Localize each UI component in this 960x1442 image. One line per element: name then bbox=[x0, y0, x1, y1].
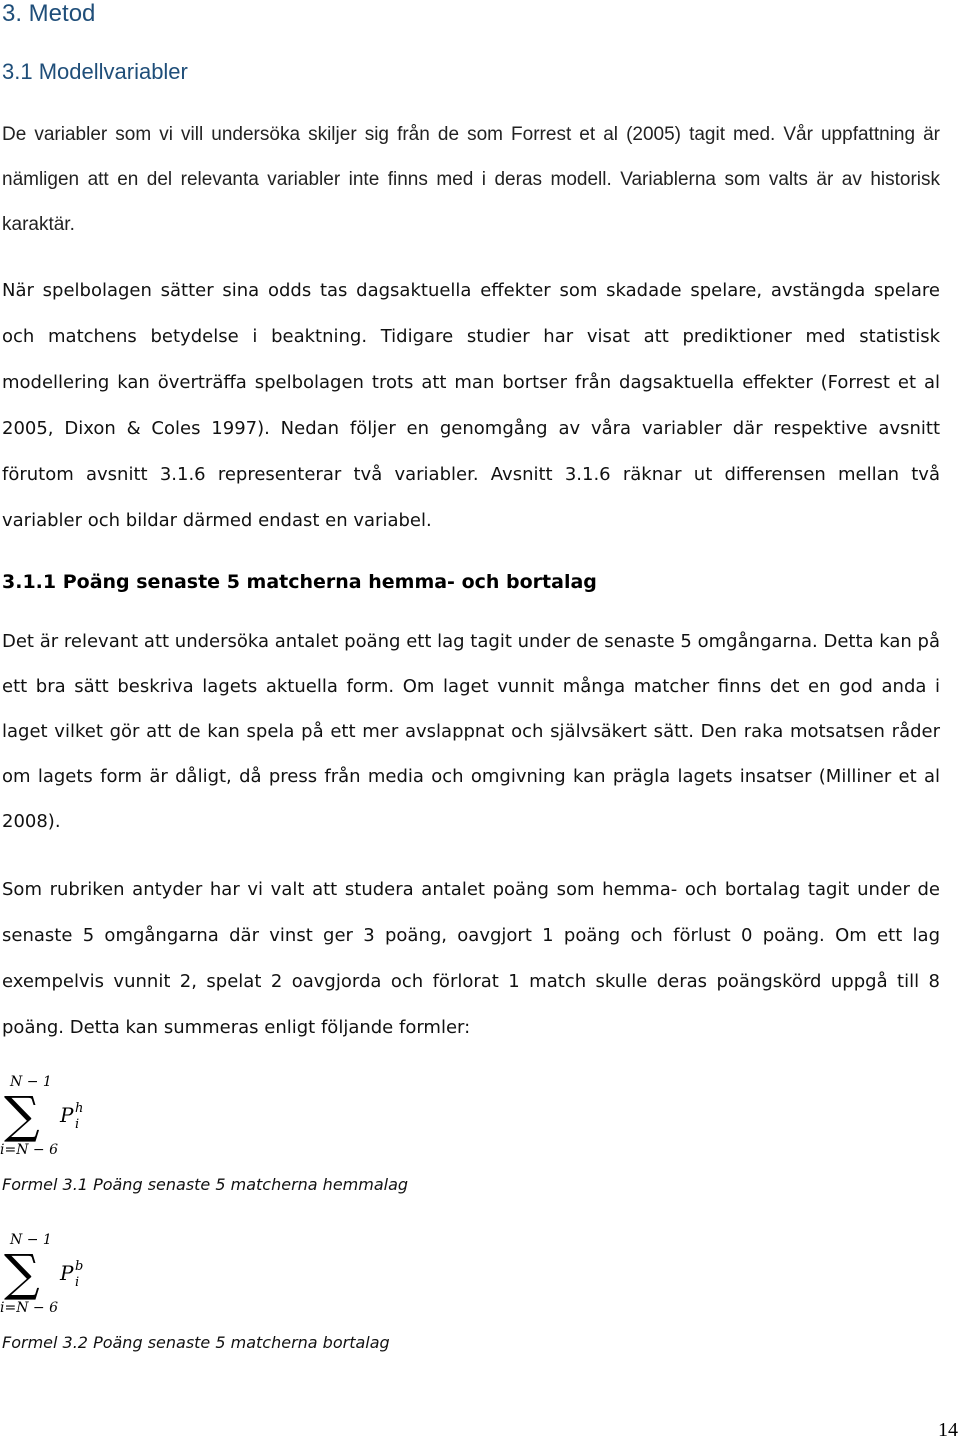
formula-home-sum-symbol: ∑ bbox=[4, 1086, 40, 1144]
formula-home-caption: Formel 3.1 Poäng senaste 5 matcherna hemmalag bbox=[2, 1175, 409, 1194]
formula-away-upper-limit: N − 1 bbox=[10, 1232, 52, 1248]
formula-away-superscript: b bbox=[75, 1259, 84, 1274]
intro-paragraph: De variabler som vi vill undersöka skiljer sig från de som Forrest et al (2005) tagit med. Vår uppfattning är nämligen att en del relevanta variabler inte finns med i deras modell. Variablerna som valts är av historisk karaktär. bbox=[2, 124, 940, 235]
subsection-heading: 3.1.1 Poäng senaste 5 matcherna hemma- och bortalag bbox=[2, 571, 597, 593]
formula-away-subscript: i bbox=[75, 1275, 80, 1290]
formula-away-lower-limit: i=N − 6 bbox=[0, 1300, 58, 1316]
formula-away-caption: Formel 3.2 Poäng senaste 5 matcherna bortalag bbox=[2, 1333, 390, 1352]
formula-home bbox=[0, 1068, 120, 1158]
page-number: 14 bbox=[938, 1419, 958, 1441]
formula-away-svg bbox=[0, 1226, 120, 1316]
formula-home-lower-limit: i=N − 6 bbox=[0, 1142, 58, 1158]
formula-home-superscript: h bbox=[75, 1101, 84, 1116]
paragraph-odds: När spelbolagen sätter sina odds tas dagsaktuella effekter som skadade spelare, avstängda spelare och matchens betydelse i beaktning. Tidigare studier har visat att prediktioner med statistisk modellering kan överträffa spelbolagen trots att man bortser från dagsaktuella effekter (Forrest et al 2005, Dixon & Coles 1997). Nedan följer en genomgång av våra variabler där respektive avsnitt förutom avsnitt 3.1.6 representerar två variabler. Avsnitt 3.1.6 räknar ut differensen mellan två variabler och bildar därmed endast en variabel. bbox=[2, 280, 940, 531]
formula-away-sum-symbol: ∑ bbox=[4, 1244, 40, 1302]
paragraph-form: Det är relevant att undersöka antalet poäng ett lag tagit under de senaste 5 omgångarna. Detta kan på ett bra sätt beskriva lagets aktuella form. Om laget vunnit många matcher finns det en god anda i laget vilket gör att de kan spela på ett mer avslappnat och självsäkert sätt. Den raka motsatsen råder om lagets form är dåligt, då press från media och omgivning kan prägla lagets insatser (Milliner et al 2008). bbox=[2, 631, 940, 832]
formula-home-svg bbox=[0, 1068, 120, 1158]
formula-home-base: P bbox=[60, 1103, 74, 1127]
formula-away bbox=[0, 1226, 120, 1316]
formula-home-subscript: i bbox=[75, 1117, 80, 1132]
formula-away-base: P bbox=[60, 1261, 74, 1285]
formula-home-upper-limit: N − 1 bbox=[10, 1074, 52, 1090]
chapter-heading: 3. Metod bbox=[2, 0, 96, 27]
section-heading: 3.1 Modellvariabler bbox=[2, 59, 188, 84]
paragraph-points: Som rubriken antyder har vi valt att studera antalet poäng som hemma- och bortalag tagit under de senaste 5 omgångarna där vinst ger 3 poäng, oavgjort 1 poäng och förlust 0 poäng. Om ett lag exempelvis vunnit 2, spelat 2 oavgjorda och förlorat 1 match skulle deras poängskörd uppgå till 8 poäng. Detta kan summeras enligt följande formler: bbox=[2, 879, 940, 1038]
